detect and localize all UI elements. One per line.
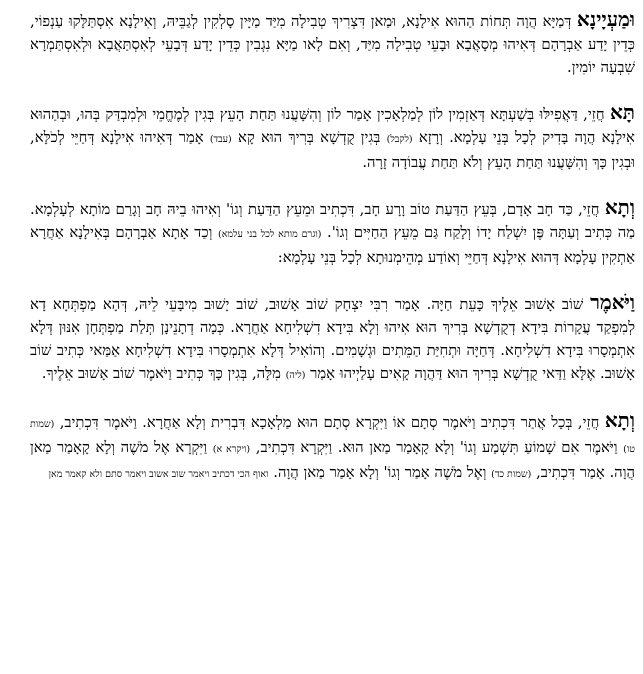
inline-note: (עבד)	[209, 134, 232, 145]
inline-note: (ויקרא א)	[212, 444, 251, 455]
paragraph-lead-word: תָּא	[609, 100, 635, 124]
paragraph-lead-word: וַיֹּאמֶר	[590, 290, 635, 314]
paragraph-3	[30, 196, 635, 269]
paragraph-text: וְאֶל מֹשֶׁה אָמַר וְגוֹ' וְלָא אָמַר מַאן הֲוָה.	[273, 464, 487, 481]
paragraph-text: חֲזֵי, דַּאֲפִילּוּ בְּשַׁעְתָּא דְּאַזְמִין לוֹן לְמַלְאָכִין אָמַר לוֹן וְהִשָּׁעֲנוּ תַּחַת הָעֵץ בְּגִין לְמֶחֱמֵי וּלְמִבְדַּק בְּהוּ, וּבְהַהוּא אִילָנָא הֲוָה בָּדִיק לְכָל בְּנֵי עָלְמָא. וְרָזָא	[30, 106, 635, 146]
inline-note: ואוף הכי דכתיב ויאמר שוב אשוב ויאמר סתם ולא קאמר מאן	[48, 469, 269, 480]
inline-note: (שמות טו)	[30, 419, 635, 455]
paragraph-text: חֲזֵי, בְּכָל אֲתַר דִּכְתִיב וַיֹּאמֶר סְתָם אוֹ וַיִּקְרָא סְתָם הוּא מַלְאָכָא דִּבְרִית וְלָא אַחֲרָא. וַיֹּאמֶר דִּכְתִיב,	[59, 414, 600, 431]
paragraph-text: שׁוֹב אָשׁוּב אֵלֶיךָ כָּעֵת חַיָּה. אָמַר רִבִּי יִצְחָק שׁוֹב אָשׁוּב, שׁוֹב יָשׁוּב מִיבָּעֵי לֵיהּ, דְּהָא מַפְתְּחָא דָא לְמִפְקַד עֲקָרוֹת בִּידָא דְקֻדְשָׁא בְּרִיךְ הוּא אִיהוּ וְלָא בִּידָא דִשְׁלִיחָא אַחֲרָא. כְּמָה דְתָנֵינָן תְּלַת מַפְתְּחָן אִנּוּן דְּלָא אִתְמְסָרוּ בִּידָא דִשְׁלִיחָא. דְּחַיָּה וּתְחִיַּת הַמֵּתִים וּגְשָׁמִים. וְהוֹאִיל דְּלָא אִתְמְסָרוּ בִּידָא דִשְׁלִיחָא אַמַּאי כְּתִיב שׁוֹב אָשׁוּב. אֶלָּא וַדַּאי קֻדְשָׁא בְּרִיךְ הוּא דַּהֲוָה קָאִים עָלַיְיהוּ אָמַר	[30, 296, 635, 382]
paragraph-lead-word: וְתָא	[604, 408, 635, 432]
paragraph-text: חֲזֵי, כַּד חָב אָדָם, בְּעֵץ הַדַּעַת טוֹב וָרָע חָב, דִּכְתִיב וּמֵעֵץ הַדַּעַת וְגוֹ' וְאִיהוּ בֵיהּ חָב וְגָרַם מוֹתָא לְעָלְמָא. מַה כְּתִיב וְעַתָּה פֶּן יִשְׁלַח יָדוֹ וְלָקַח גַּם מֵעֵץ הַחַיִּים וְגוֹ'.	[30, 201, 635, 241]
paragraph-text: וְכַד אָתָא אַבְרָהָם בְּאִילָנָא אַחֲרָא אַתְקִין עָלְמָא דְּהוּא אִילָנָא דְּחַיֵּי וְאוֹדַע מְהֵימְנוּתָא לְכָל בְּנֵי עָלְמָא:	[30, 224, 635, 266]
paragraph-text: וַיֹּאמֶר אִם שָׁמוֹעַ תִּשְׁמַע וְגוֹ' וְלָא קָאָמַר מַאן הוּא. וַיִּקְרָא דִּכְתִיב,	[255, 439, 618, 456]
paragraph-text: וַיִּקְרָא אֶל מֹשֶׁה וְלָא קָאָמַר מַאן הֲוָה. אָמַר דִּכְתִיב,	[30, 439, 635, 481]
paragraph-5	[30, 409, 635, 486]
paragraph-lead-word: וְתָא	[604, 195, 635, 219]
inline-note: (וגרם מותא לכל בני עלמא)	[218, 229, 322, 240]
paragraph-4	[30, 291, 635, 387]
paragraph-1	[30, 8, 635, 79]
paragraph-2	[30, 101, 635, 174]
inline-note: (ליה)	[285, 370, 306, 381]
paragraph-text: דְּמַיָּא הֲוָה תְּחוֹת הַהוּא אִילָנָא, וּמַאן דִּצְרִיךְ טְבִילָה מִיַּד מַיָּין סָלְקִין לְגַבֵּיהּ, וְאִילָנָא אִסְתַּלָּקוּ עַנְפוֹי, כְּדֵין יָדַע אַבְרָהָם דְּאִיהוּ מְסָאֲבָא וּבָעֵי טְבִילָה מִיַּד, וְאִם לָאו מַיָּא נִגְבִין כְּדֵין יָדַע דְּבָעֵי לְאִסְתַּאֲבָא וּלְאִסְתַּמְרָא שִׁבְעָה יוֹמִין.	[30, 13, 635, 76]
inline-note: (שמות כד)	[491, 469, 532, 480]
paragraph-text: אָמַר דְּאִיהוּ אִילָנָא דְּחַיֵּי לְכֹלָּא, וּבְגִין כָּךְ וְהִשָּׁעֲנוּ תַּחַת הָעֵץ וְלֹא תַּחַת עֲבוֹדָה זָרָה.	[30, 129, 635, 171]
paragraph-lead-word: וּמַעְיָינָא	[576, 7, 635, 31]
inline-note: (לקבל)	[386, 134, 413, 145]
paragraph-text: מִלָּה, בְּגִין כָּךְ כְּתִיב וַיֹּאמֶר שׁוֹב אָשׁוּב אֵלֶיךָ.	[41, 365, 281, 382]
paragraph-text: בְּגִין קֻדְשָׁא בְּרִיךְ הוּא קָא	[237, 129, 381, 146]
